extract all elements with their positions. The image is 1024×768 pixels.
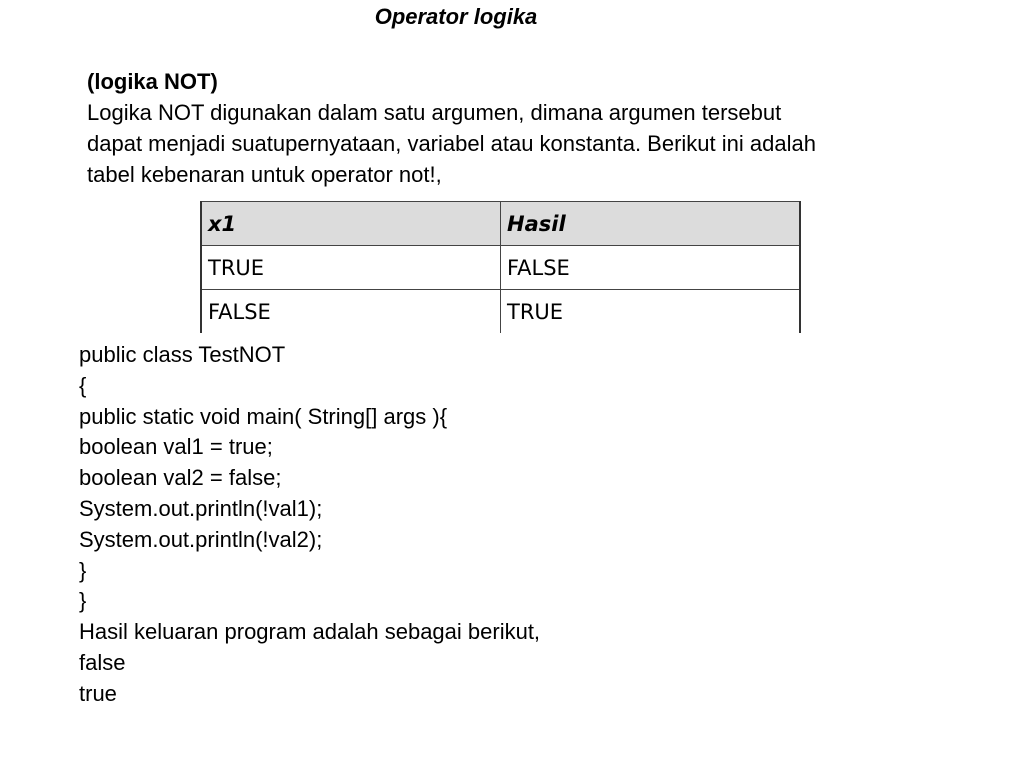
table-cell: FALSE (501, 246, 801, 290)
code-line: boolean val1 = true; (79, 434, 273, 460)
intro-line: dapat menjadi suatupernyataan, variabel atau konstanta. Berikut ini adalah (87, 131, 816, 156)
code-line: } (79, 557, 87, 583)
code-line: public static void main( String[] args ){ (79, 403, 448, 429)
intro-line: tabel kebenaran untuk operator not!, (87, 162, 442, 187)
intro-line: Logika NOT digunakan dalam satu argumen, dimana argumen tersebut (87, 100, 782, 125)
table-cell: TRUE (201, 246, 501, 290)
output-line: true (79, 680, 117, 706)
output-caption: Hasil keluaran program adalah sebagai berikut, (79, 619, 541, 645)
table-cell: TRUE (501, 290, 801, 334)
table-header-cell: x1 (201, 202, 501, 246)
table-cell: FALSE (201, 290, 501, 334)
intro-heading: (logika NOT) (87, 69, 218, 94)
table-header-cell: Hasil (501, 202, 801, 246)
code-line: } (79, 588, 87, 614)
table-row (201, 246, 800, 290)
intro-paragraph (87, 66, 967, 190)
table-row (201, 290, 800, 334)
truth-table (200, 201, 801, 333)
code-block (79, 340, 540, 710)
output-line: false (79, 649, 126, 675)
code-line: public class TestNOT (79, 342, 286, 367)
table-header-row (201, 202, 800, 246)
slide-title: Operator logika (374, 4, 538, 29)
code-line: boolean val2 = false; (79, 465, 282, 491)
code-line: { (79, 372, 87, 398)
code-line: System.out.println(!val2); (79, 526, 323, 552)
code-line: System.out.println(!val1); (79, 495, 323, 521)
